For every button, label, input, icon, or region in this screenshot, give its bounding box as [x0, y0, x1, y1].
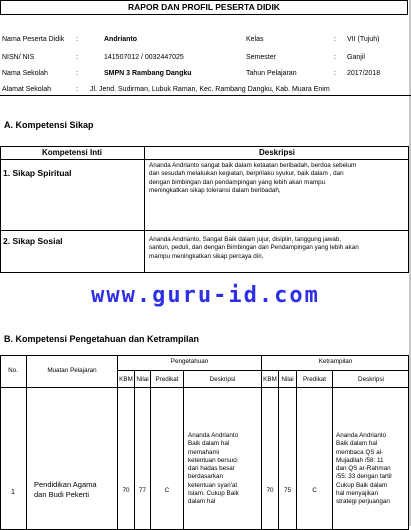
description-line: berdasarkan — [188, 473, 224, 481]
school-label: Nama Sekolah — [2, 70, 48, 77]
nisn-label: NISN/ NIS — [2, 54, 35, 61]
skill-score: 75 — [283, 487, 291, 494]
description-line: Ananda Andrianto — [336, 432, 387, 439]
description-line: dengan bimbingan dan pendampingan yang lebih akan mampu — [149, 178, 326, 186]
description-line: hal menyajikan — [336, 490, 379, 498]
semester-label: Semester — [246, 54, 276, 61]
knowledge-kbm-header: KBM — [119, 376, 133, 383]
description-line: mampu meningkatkan sikap percaya diri, — [149, 252, 264, 260]
col-divider — [278, 370, 279, 530]
description-line: ketentuan bersuci — [188, 456, 238, 464]
description-line: Baik dalam hal — [336, 440, 378, 448]
year-label: Tahun Pelajaran — [246, 70, 297, 77]
description-line: Baik dalam hal — [188, 440, 230, 448]
description-line: Ananda Andrianto sangat baik dalam ketaatan beribadah, berdoa sebelum — [149, 162, 357, 169]
social-attitude-description — [149, 236, 407, 261]
description-line: Ananda Andrianto, Sangat Baik dalam jujur, disiplin, tanggung jawab, — [149, 236, 342, 243]
social-attitude-label: 2. Sikap Sosial — [3, 236, 63, 246]
competency-column-header: Kompetensi Inti — [41, 148, 102, 157]
address-value: Jl. Jend. Sudirman, Lubuk Raman, Kec. Rambang Dangku, Kab. Muara Enim — [90, 86, 330, 93]
info-divider — [0, 95, 411, 96]
address-separator: : — [76, 86, 78, 93]
description-line: membaca QS al- — [336, 448, 384, 456]
attitude-row-divider — [0, 230, 409, 231]
description-line: memahami — [188, 448, 220, 456]
knowledge-grade: C — [164, 487, 170, 494]
section-a-title: A. Kompetensi Sikap — [4, 120, 94, 130]
subject-column-header: Muatan Pelajaran — [47, 367, 97, 374]
skill-kbm-header: KBM — [263, 376, 277, 383]
skill-kbm: 70 — [266, 487, 274, 494]
skill-description — [336, 432, 408, 507]
school-value: SMPN 3 Rambang Dangku — [104, 70, 192, 77]
nisn-separator: : — [76, 54, 78, 61]
description-line: strategi perjuangan — [336, 498, 390, 506]
spiritual-attitude-description — [149, 162, 407, 196]
attitude-header-divider — [0, 159, 409, 160]
skill-deskripsi-header: Deskripsi — [358, 376, 384, 383]
description-line: dan sesudah melakukan kegiatan, berprilaku syukur, baik dalam , dan — [149, 170, 344, 178]
address-label: Alamat Sekolah — [2, 86, 52, 93]
class-separator: : — [334, 36, 336, 43]
report-title: RAPOR DAN PROFIL PESERTA DIDIK — [0, 0, 408, 15]
knowledge-kbm: 70 — [122, 487, 130, 494]
description-line: Mujadilah /58: 11 — [336, 456, 384, 464]
skill-grade: C — [312, 487, 317, 494]
class-label: Kelas — [246, 36, 264, 43]
description-line: dan QS ar-Rahman — [336, 465, 391, 473]
subject-name — [34, 480, 118, 500]
spiritual-attitude-label: 1. Sikap Spiritual — [3, 168, 72, 178]
subject-line: dan Budi Pekerti — [34, 490, 90, 499]
knowledge-description — [188, 432, 260, 507]
row-number: 1 — [10, 487, 16, 496]
col-divider — [134, 370, 135, 530]
knowledge-group-header: Pengetahuan — [170, 358, 209, 365]
col-divider — [183, 370, 184, 530]
description-line: dalam hal — [188, 498, 216, 506]
description-line: /55: 33 dengan tartil — [336, 473, 392, 481]
section-b-title: B. Kompetensi Pengetahuan dan Ketrampilan — [4, 334, 200, 344]
description-line: Islam. Cukup Baik — [188, 490, 239, 498]
description-line: santun, peduli, dan dengan Bimbingan dan Pendampingan yang lebih akan — [149, 244, 359, 252]
col-divider — [26, 355, 27, 530]
description-line: meningkatkan sikap toleransi dalam beribadah, — [149, 187, 281, 195]
description-line: dari hadas besar — [188, 465, 235, 473]
col-divider — [150, 370, 151, 530]
semester-separator: : — [334, 54, 336, 61]
year-separator: : — [334, 70, 336, 77]
watermark: www.guru-id.com — [91, 283, 320, 308]
description-line: Ananda Andrianto — [188, 432, 239, 439]
knowledge-deskripsi-header: Deskripsi — [209, 376, 236, 383]
subject-line: Pendidikan Agama — [34, 480, 97, 489]
name-separator: : — [76, 36, 78, 43]
name-label: Nama Peserta Didik — [2, 36, 65, 43]
no-column-header: No. — [8, 367, 18, 374]
skill-group-header: Ketrampilan — [318, 358, 353, 365]
col-divider — [296, 370, 297, 530]
knowledge-predikat-header: Predikat — [155, 376, 179, 383]
knowledge-nilai-header: Nilai — [136, 376, 149, 383]
year-value: 2017/2018 — [347, 70, 381, 77]
description-line: Cukup Baik dalam — [336, 481, 388, 489]
knowledge-score: 77 — [138, 487, 146, 494]
student-name: Andrianto — [104, 36, 138, 43]
group-header-divider — [117, 370, 409, 371]
skill-nilai-header: Nilai — [281, 376, 294, 383]
header-bottom-divider — [0, 387, 409, 388]
semester-value: Ganjil — [347, 54, 365, 61]
description-column-header: Deskripsi — [258, 148, 296, 157]
class-value: VII (Tujuh) — [347, 36, 380, 43]
attitude-column-divider — [144, 146, 145, 273]
col-divider — [332, 370, 333, 530]
description-line: ketentuan syari'at — [188, 481, 238, 489]
nisn-value: 141507012 / 0032447025 — [104, 54, 184, 61]
skill-predikat-header: Predikat — [302, 376, 327, 383]
school-separator: : — [76, 70, 78, 77]
